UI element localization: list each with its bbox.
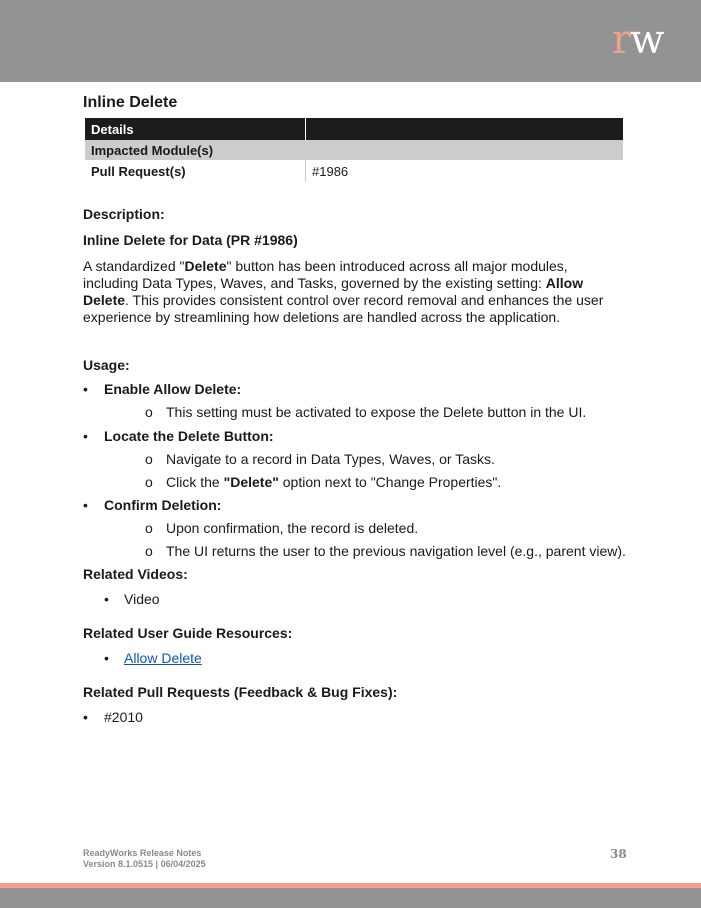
related-videos-label: Related Videos:	[83, 566, 188, 582]
description-paragraph: A standardized "Delete" button has been introduced across all major modules, including Data Types, Waves, and Tasks, governed by the existing setting: Allow Delete. This provides consistent control over record removal and enhances the user experience by streamlining how deletions are handled across the application.	[83, 258, 604, 325]
page-content: Inline Delete Details Impacted Module(s) Pull Request(s) #1986 Description: Inline Delete for Data (PR #1986) A standardized "Delete" button has been introduced across all major modules, including Data Types, Waves, and Tasks, governed by the existing setting: Allow Delete. This provides consistent control over record removal and enhances the user experience by streamlining how deletions are handled across the application. Usage: • Enable Allow Delete: o This setting must be activated to expose the Delete button in the UI. • Locate the Delete Button: o Navigate to a record in Data Types, Waves, or Tasks. o Click the "Delete" option next to "Change Properties". • Confirm Deletion: o Upon confirmation, the record is deleted. o The UI returns the user to the previous navigation level (e.g., parent view). Related Videos: • Video Related User Guide Resources: • Allow Delete Related Pull Requests (Feedback & Bug Fixes): • #2010	[83, 94, 626, 725]
pull-requests-row	[85, 160, 623, 182]
impacted-modules-label: Impacted Module(s)	[85, 140, 623, 160]
allow-delete-link[interactable]: Allow Delete	[124, 650, 202, 666]
header-band	[0, 0, 701, 82]
description-subtitle: Inline Delete for Data (PR #1986)	[83, 232, 298, 248]
readyworks-logo: rw	[612, 17, 664, 63]
pull-requests-label: Pull Request(s)	[85, 160, 306, 182]
related-prs-label: Related Pull Requests (Feedback & Bug Fixes):	[83, 684, 398, 700]
footer-band	[0, 888, 701, 908]
footer-info: ReadyWorks Release Notes Version 8.1.0515 | 06/04/2025	[83, 848, 206, 869]
page-number: 38	[610, 847, 627, 861]
description-label: Description:	[83, 206, 165, 222]
impacted-modules-row	[85, 140, 623, 160]
details-header: Details	[85, 118, 306, 140]
related-guide-label: Related User Guide Resources:	[83, 625, 293, 641]
pull-requests-value: #1986	[312, 163, 349, 179]
section-title: Inline Delete	[83, 94, 178, 111]
details-table	[85, 118, 623, 182]
details-header-row	[85, 118, 623, 140]
usage-label: Usage:	[83, 357, 130, 373]
